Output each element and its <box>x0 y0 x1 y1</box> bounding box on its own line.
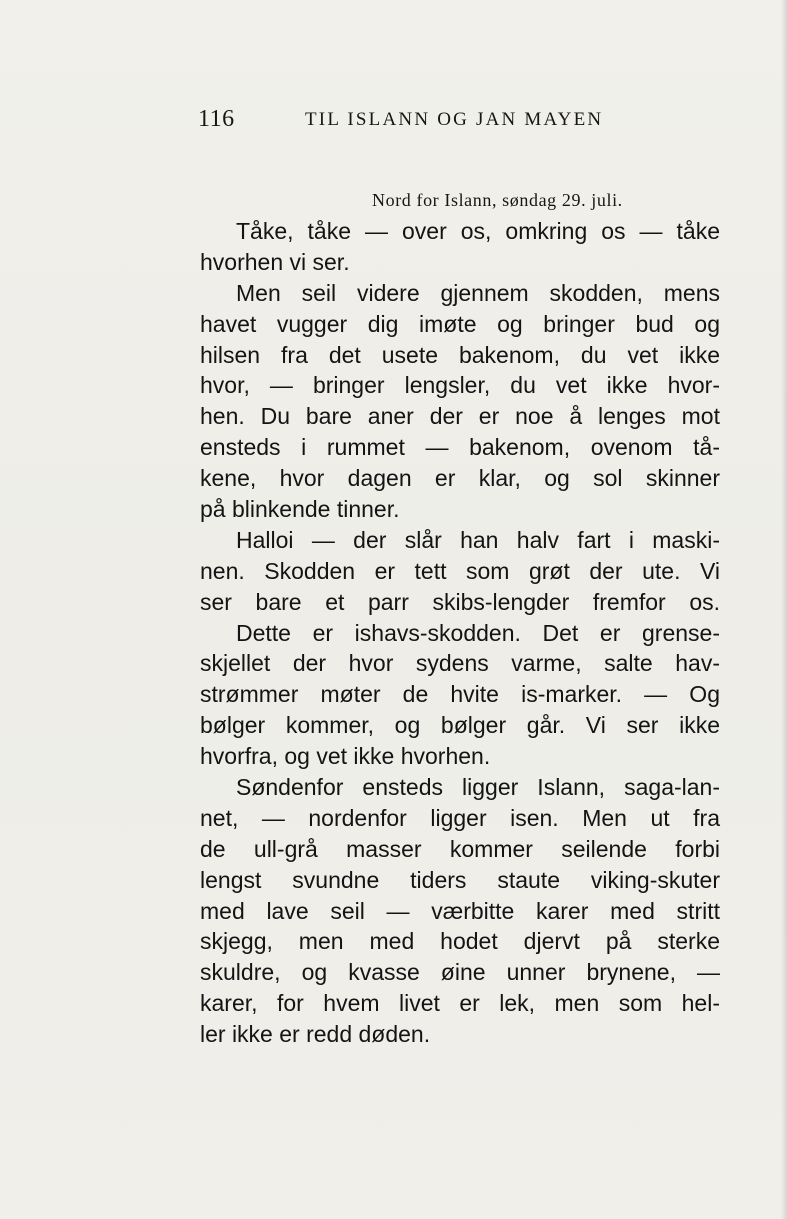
paragraph <box>200 278 720 525</box>
text-line: Søndenfor ensteds ligger Islann, saga-lan- <box>236 774 720 801</box>
text-line: ler ikke er redd døden. <box>200 1021 431 1048</box>
page-number: 116 <box>198 106 235 132</box>
text-line: med lave seil — værbitte karer med stritt <box>200 897 720 924</box>
text-line: hvorfra, og vet ikke hvorhen. <box>200 743 491 770</box>
text-line: hvor, — bringer lengsler, du vet ikke hvor- <box>200 372 720 399</box>
text-line: net, — nordenfor ligger isen. Men ut fra <box>200 804 720 831</box>
text-line: ser bare et parr skibs-lengder fremfor os. <box>200 588 720 615</box>
text-line: lengst svundne tiders staute viking-skuter <box>200 866 720 893</box>
text-line: Tåke, tåke — over os, omkring os — tåke <box>236 218 720 244</box>
paragraph <box>200 772 720 1050</box>
text-line: strømmer møter de hvite is-marker. — Og <box>200 681 720 708</box>
text-line: nen. Skodden er tett som grøt der ute. Vi <box>200 557 720 584</box>
text-line: kene, hvor dagen er klar, og sol skinner <box>200 465 720 492</box>
paragraph <box>200 216 720 278</box>
text-line: Halloi — der slår han halv fart i maski- <box>236 526 720 553</box>
text-line: skjegg, men med hodet djervt på sterke <box>200 928 720 955</box>
text-line: de ull-grå masser kommer seilende forbi <box>200 835 720 862</box>
text-line: Dette er ishavs-skodden. Det er grense- <box>236 619 720 646</box>
running-title: TIL ISLANN OG JAN MAYEN <box>305 109 604 130</box>
text-line: hvorhen vi ser. <box>200 248 350 275</box>
paragraph <box>200 618 720 772</box>
text-line: karer, for hvem livet er lek, men som hel- <box>200 990 720 1017</box>
text-line: på blinkende tinner. <box>200 496 400 523</box>
page-header <box>198 106 718 142</box>
text-line: Men seil videre gjennem skodden, mens <box>236 279 720 306</box>
text-line: hilsen fra det usete bakenom, du vet ikke <box>200 341 720 368</box>
body-text <box>200 216 720 1050</box>
dateline: Nord for Islann, søndag 29. juli. <box>372 190 623 210</box>
page-edge-shadow <box>781 0 787 1219</box>
text-line: hen. Du bare aner der er noe å lenges mot <box>200 403 720 430</box>
text-line: havet vugger dig imøte og bringer bud og <box>200 310 720 337</box>
text-line: skuldre, og kvasse øine unner brynene, — <box>200 959 720 986</box>
text-line: bølger kommer, og bølger går. Vi ser ikke <box>200 712 720 739</box>
paragraph <box>200 525 720 618</box>
text-line: ensteds i rummet — bakenom, ovenom tå- <box>200 434 720 461</box>
text-line: skjellet der hvor sydens varme, salte hav- <box>200 650 720 677</box>
